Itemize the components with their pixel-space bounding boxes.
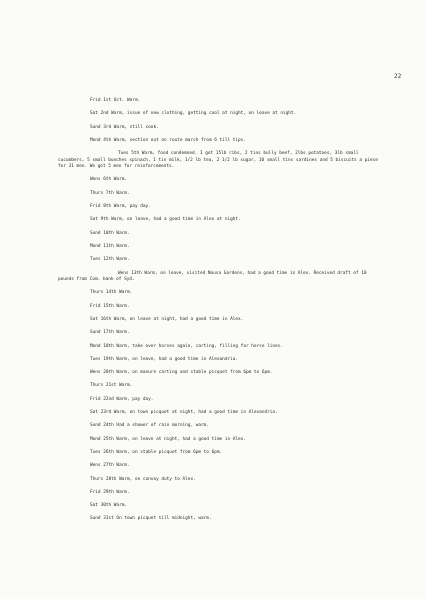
diary-entry: Wens 27th Warm. [90, 463, 130, 469]
diary-entry: Tues 5th Warm, food condemned. I got 15lb ribs, 2 tins bully beef, 2lbs potatoes, 3lb small cucumbers, 5 small bunches spinach, 1 tin milk, 1/2 lb tea, 2 1/2 lb sugar, 10 small tins sardines and 5 biscuits a piece for 31 men. We got 5 men for reinforcements. [58, 151, 378, 170]
diary-entry: Frid 1st Oct. Warm. [90, 98, 141, 103]
diary-entry: Sund 10th Warm. [90, 230, 130, 236]
diary-entry: Sat 16th Warm, on leave at night, had a good time in Alex. [90, 316, 244, 322]
diary-entry: Sat 9th Warm, on leave, had a good time in Alex at night. [90, 217, 241, 223]
diary-entry: Tues 12th Warm. [90, 257, 130, 263]
diary-entry: Sund 24th Had a shower of rain morning, warm. [90, 423, 209, 429]
diary-entry: Sund 31st On town picquet till midnight, warm. [90, 516, 212, 522]
diary-entry: Frid 8th Warm, pay day. [90, 204, 151, 210]
diary-entry: Mond 11th Warm. [90, 243, 130, 249]
diary-entry: Wens 6th Warm. [90, 177, 128, 183]
diary-text [58, 98, 378, 530]
diary-entry: Mond 4th Warm, section out on route march from 6 till tips. [90, 137, 246, 143]
diary-entry: Tues 26th Warm, on stable picquet from 6pm to 6pm. [90, 449, 223, 455]
diary-entry: Frid 29th Warm. [90, 489, 130, 495]
diary-entry: Sat 30th Warm. [90, 503, 128, 509]
diary-entry: Sund 17th Warm. [90, 330, 130, 336]
diary-entry: Mond 18th Warm, take over horses again, carting, filling for horse lines. [90, 343, 283, 349]
diary-entry: Thurs 14th Warm. [90, 290, 133, 296]
diary-entry: Thurs 28th Warm, on convoy duty to Alex. [90, 476, 196, 482]
diary-entry: Mond 25th Warm, on leave at night, had a good time in Alex. [90, 436, 246, 442]
diary-entry: Sat 2nd Warm, issue of new clothing, getting cool at night, on leave at night. [90, 111, 297, 117]
diary-entry: Frid 15th Warm. [90, 303, 130, 309]
diary-entry: Wens 13th Warm, on leave, visited Nousa Gardens, had a good time in Alex. Received draft of 10 pounds from Com. bank of Syd. [58, 270, 367, 283]
diary-entry: Thurs 21st Warm. [90, 383, 133, 389]
diary-entry: Frid 22nd Warm, pay day. [90, 396, 154, 402]
diary-entry: Tues 19th Warm, on leave, had a good time in Alexandria. [90, 356, 239, 362]
diary-entry: Sat 23rd Warm, on town picquet at night, had a good time in Alexandria. [90, 410, 278, 416]
page-number: 22 [394, 73, 402, 80]
diary-entry: Thurs 7th Warm. [90, 190, 130, 196]
diary-entry: Wens 20th Warm, on manure carting and stable picquet from 6pm to 6pm. [90, 370, 273, 376]
diary-entry: Sund 3rd Warm, still cook. [90, 124, 159, 130]
